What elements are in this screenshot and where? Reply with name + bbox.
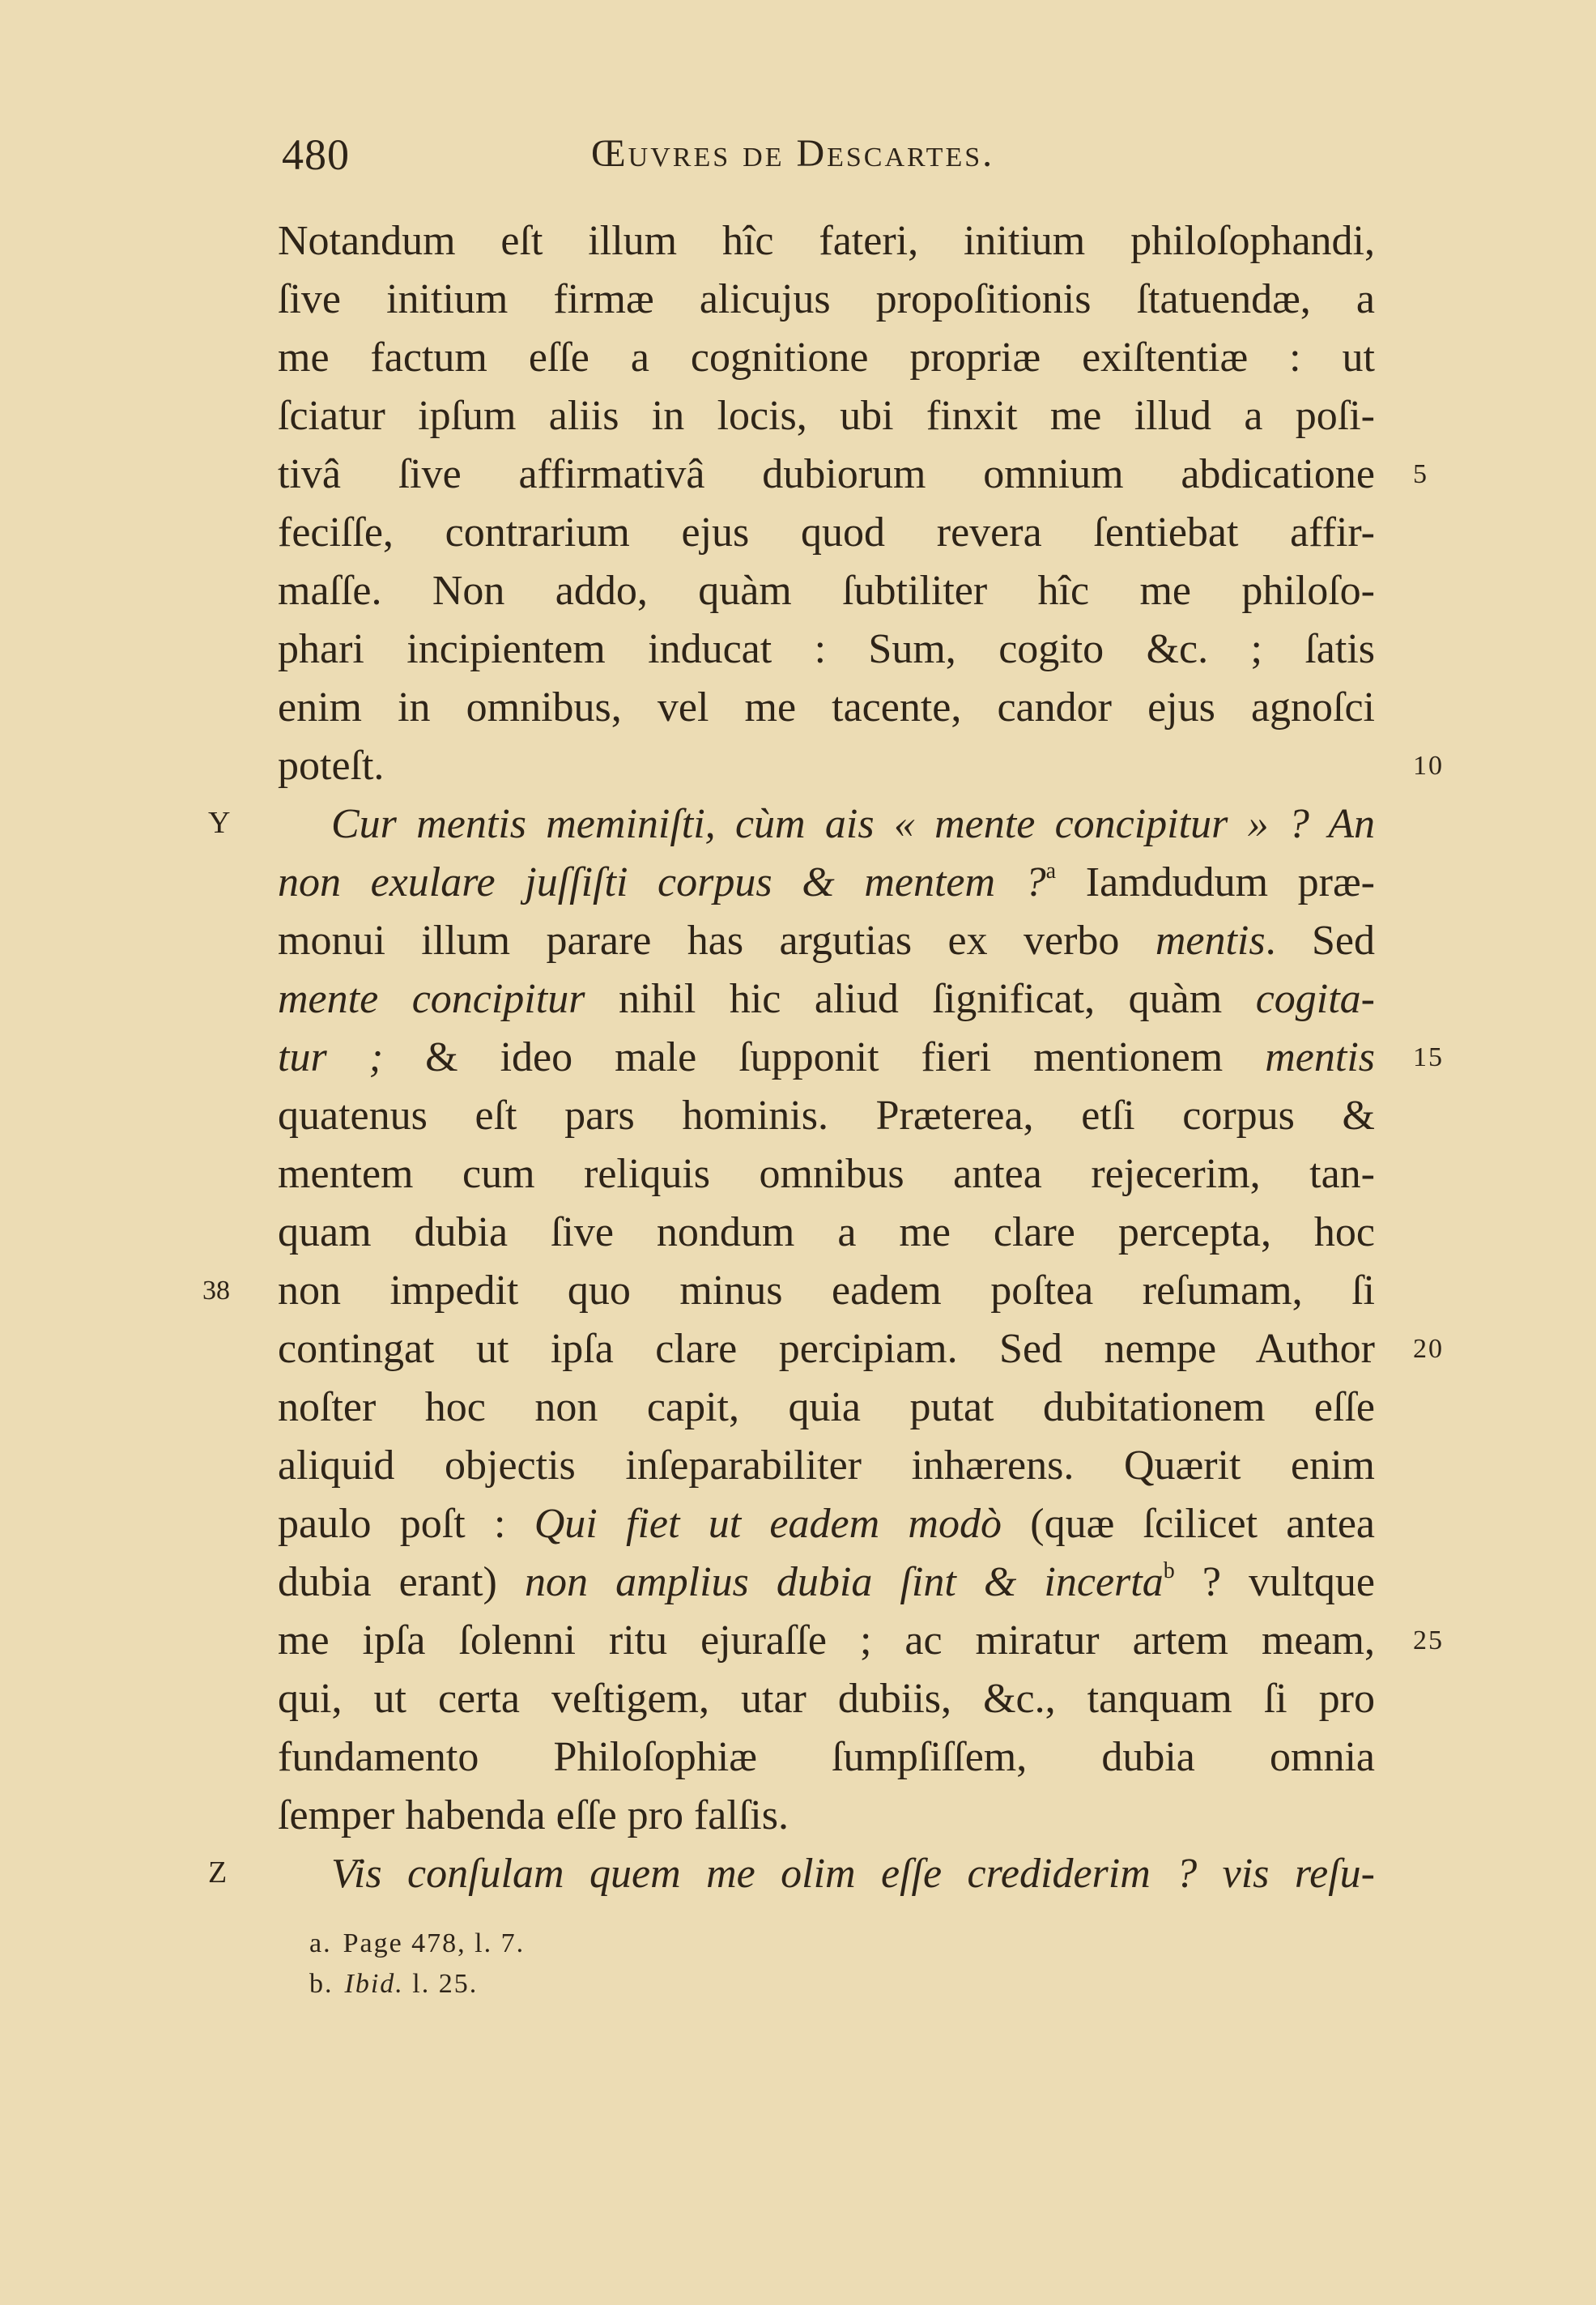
body-text (202, 212, 1444, 1903)
text-line (278, 1087, 1375, 1145)
text-line (278, 212, 1375, 271)
text-line (278, 504, 1375, 562)
text-run: me ipſa ſolenni ritu ejuraſſe ; ac miratur artem meam, (278, 1617, 1375, 1664)
text-run: quam dubia ſive nondum a me clare percepta, hoc (278, 1209, 1375, 1255)
text-line (278, 1029, 1444, 1087)
margin-letter: Z (208, 1856, 228, 1890)
text-line (208, 1845, 1375, 1903)
text-line (278, 1728, 1375, 1787)
text-line (278, 1320, 1444, 1378)
line-number: 10 (1413, 751, 1444, 781)
text-line (208, 795, 1375, 854)
margin-page-reference: 38 (202, 1276, 230, 1306)
line-number: 20 (1413, 1334, 1444, 1364)
text-line (278, 970, 1375, 1029)
text-run: Notandum eſt illum hîc fateri, initium philoſophandi, (278, 218, 1375, 264)
italic-text: non exulare juſſiſti corpus & mentem ? (278, 859, 1046, 905)
text-line (278, 620, 1375, 679)
italic-text: tur ; (278, 1034, 384, 1080)
text-line (278, 1787, 1375, 1845)
text-run: mentem cum reliquis omnibus antea rejecerim, tan- (278, 1151, 1375, 1197)
page-number: 480 (282, 130, 350, 179)
italic-text: Cur mentis meminiſti, cùm ais « mente concipitur » ? An (331, 801, 1375, 847)
text-line (278, 1204, 1375, 1262)
italic-text: non amplius dubia ſint & incerta (524, 1559, 1164, 1605)
italic-text: mente concipitur (278, 976, 585, 1022)
text-line (278, 854, 1375, 912)
text-run: ſemper habenda eſſe pro falſis. (278, 1792, 789, 1838)
running-head: Œuvres de Descartes. (591, 132, 995, 175)
text-run: phari incipientem inducat : Sum, cogito &c. ; ſatis (278, 626, 1375, 672)
text-line (278, 1437, 1375, 1495)
text-run: noſter hoc non capit, quia putat dubitationem eſſe (278, 1384, 1375, 1430)
text-line (278, 1612, 1444, 1670)
text-line (278, 679, 1375, 737)
text-line (278, 1378, 1375, 1437)
footnote-marker: b. (309, 1969, 334, 1999)
text-run: (quæ ſcilicet antea (1001, 1501, 1375, 1547)
italic-text: mentis (1155, 918, 1266, 964)
footnote (309, 1924, 525, 1964)
text-line (278, 445, 1428, 504)
text-line (278, 737, 1444, 795)
text-run: Iamdudum præ- (1056, 859, 1375, 905)
page-header (282, 130, 1375, 186)
text-run: poteſt. (278, 743, 385, 789)
text-line (278, 562, 1375, 620)
footnote-reference: b (1163, 1558, 1175, 1583)
text-line (278, 1145, 1375, 1204)
italic-text: Qui fiet ut eadem modò (534, 1501, 1002, 1547)
text-run: Page 478, l. 7. (343, 1928, 526, 1958)
text-run: feciſſe, contrarium ejus quod revera ſentiebat affir- (278, 509, 1375, 556)
text-run: fundamento Philoſophiæ ſumpſiſſem, dubia omnia (278, 1734, 1375, 1780)
text-run: & ideo male ſupponit fieri mentionem (383, 1034, 1266, 1080)
text-run: dubia erant) (278, 1559, 525, 1605)
text-run: enim in omnibus, vel me tacente, candor ejus agnoſci (278, 684, 1375, 731)
text-line (202, 1262, 1375, 1320)
text-run: ſciatur ipſum aliis in locis, ubi finxit me illud a poſi- (278, 393, 1375, 439)
line-number: 5 (1413, 459, 1428, 489)
line-number: 15 (1413, 1042, 1444, 1072)
margin-letter: Y (208, 806, 231, 840)
text-run: non impedit quo minus eadem poſtea reſumam, ſi (278, 1268, 1375, 1314)
text-run: qui, ut certa veſtigem, utar dubiis, &c., tanquam ſi pro (278, 1676, 1375, 1722)
text-run: paulo poſt : (278, 1501, 534, 1547)
text-run: nihil hic aliud ſignificat, quàm (585, 976, 1256, 1022)
text-run: maſſe. Non addo, quàm ſubtiliter hîc me philoſo- (278, 568, 1375, 614)
italic-text: Ibid. (344, 1969, 404, 1999)
text-line (278, 1553, 1375, 1612)
text-run: l. 25. (403, 1969, 479, 1999)
footnotes (309, 1924, 525, 2005)
text-line (278, 1495, 1375, 1553)
italic-text: Vis conſulam quem me olim eſſe crediderim ? vis reſu- (331, 1851, 1375, 1897)
text-line (278, 912, 1375, 970)
text-run: aliquid objectis inſeparabiliter inhærens. Quærit enim (278, 1442, 1375, 1489)
footnote (309, 1964, 525, 2005)
text-line (278, 271, 1375, 329)
text-run: monui illum parare has argutias ex verbo (278, 918, 1156, 964)
text-run: ſive initium firmæ alicujus propoſitionis ſtatuendæ, a (278, 276, 1375, 322)
line-number: 25 (1413, 1625, 1444, 1655)
text-line (278, 387, 1375, 445)
text-run: me factum eſſe a cognitione propriæ exiſtentiæ : ut (278, 334, 1375, 381)
italic-text: cogita- (1255, 976, 1375, 1022)
text-line (278, 329, 1375, 387)
footnote-reference: a (1045, 859, 1057, 884)
text-run: contingat ut ipſa clare percipiam. Sed nempe Author (278, 1326, 1375, 1372)
text-run: quatenus eſt pars hominis. Præterea, etſi corpus & (278, 1093, 1375, 1139)
text-run: . Sed (1265, 918, 1375, 964)
footnote-marker: a. (309, 1928, 332, 1958)
text-run: tivâ ſive affirmativâ dubiorum omnium abdicatione (278, 451, 1375, 497)
text-line (278, 1670, 1375, 1728)
text-run: ? vultque (1174, 1559, 1375, 1605)
italic-text: mentis (1265, 1034, 1375, 1080)
